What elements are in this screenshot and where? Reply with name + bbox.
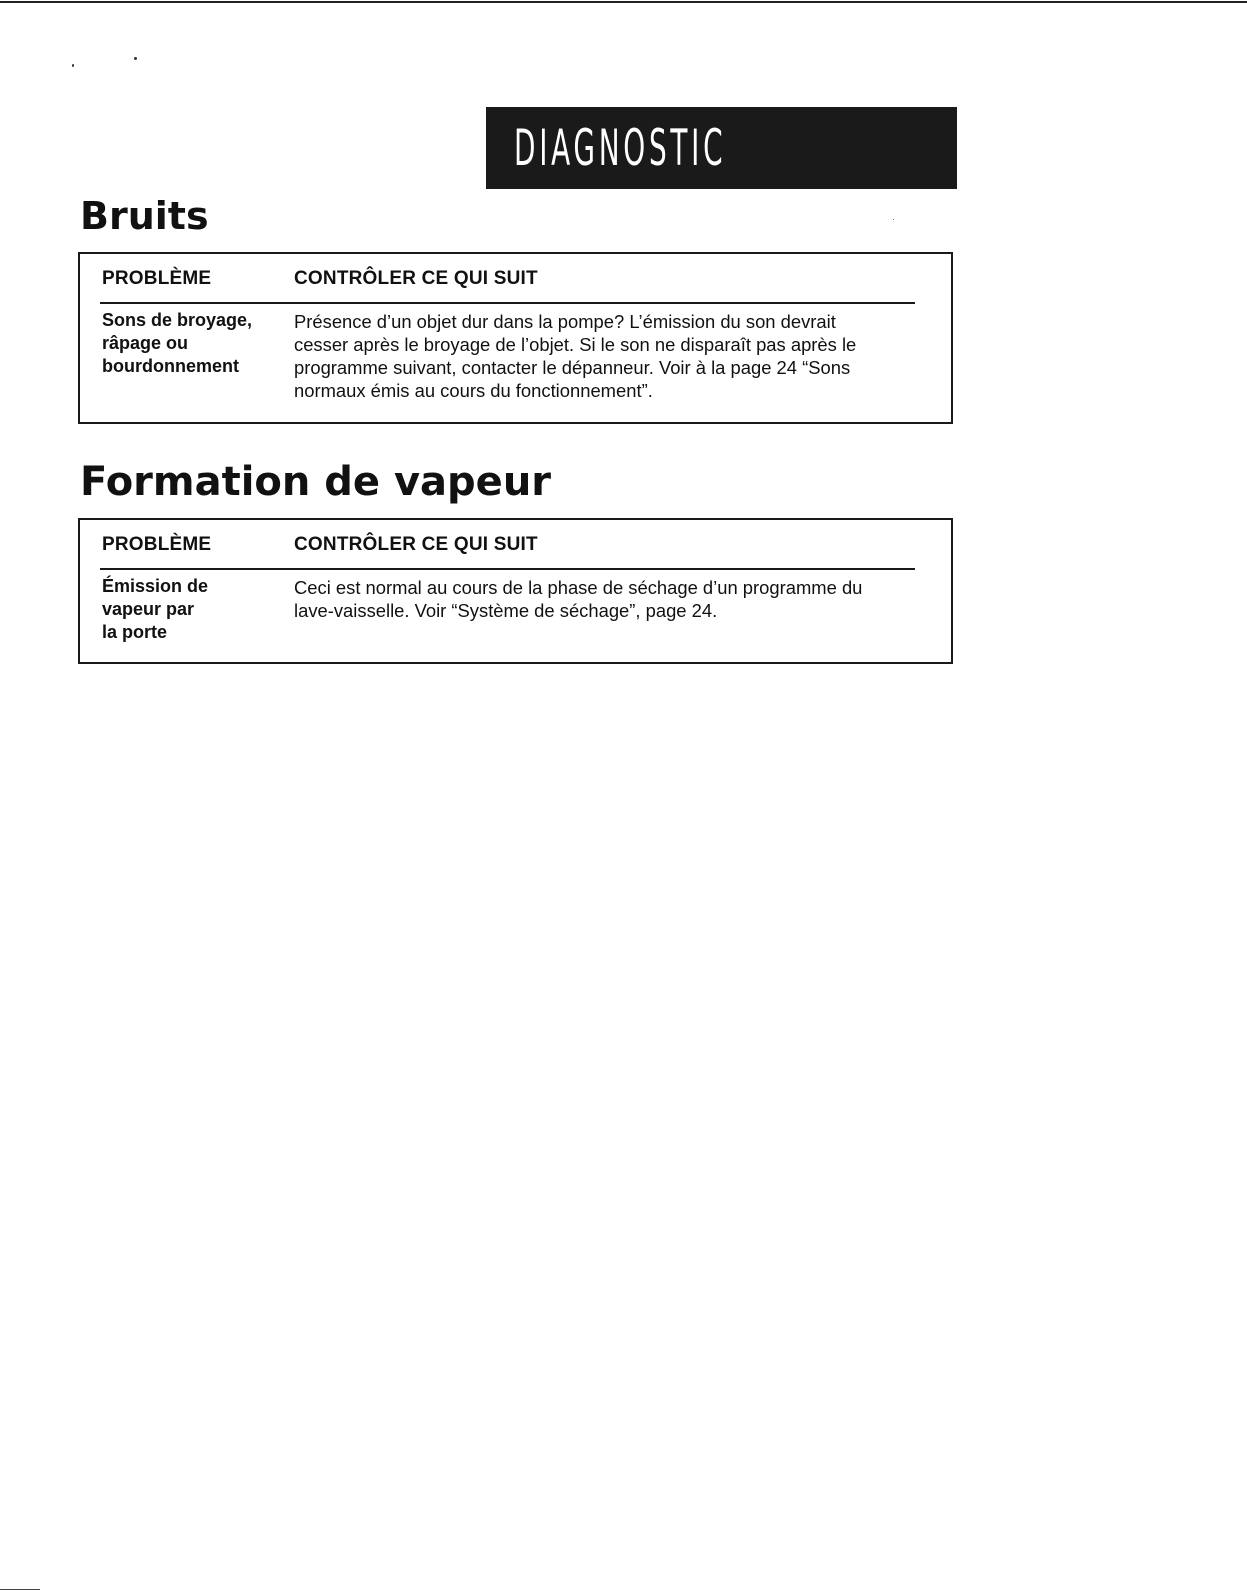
- solution-line: Ceci est normal au cours de la phase de séchage d’un programme du: [294, 577, 863, 598]
- problem-line: la porte: [102, 622, 168, 642]
- solution-line: Présence d’un objet dur dans la pompe? L’émission du son devrait: [294, 311, 836, 332]
- column-header-check: CONTRÔLER CE QUI SUIT: [294, 534, 538, 555]
- solution-line: normaux émis au cours du fonctionnement”.: [294, 380, 653, 401]
- section-banner: [486, 107, 957, 189]
- column-header-problem: PROBLÈME: [102, 268, 212, 289]
- troubleshooting-table-noises: [78, 252, 953, 424]
- scan-speck: [893, 219, 894, 220]
- header-divider: [100, 568, 915, 570]
- section-title-steam: Formation de vapeur: [80, 459, 552, 505]
- scan-speck: [72, 64, 74, 67]
- header-divider: [100, 302, 915, 304]
- solution-cell: [294, 576, 929, 622]
- problem-line: râpage ou: [102, 333, 189, 353]
- problem-line: bourdonnement: [102, 356, 239, 376]
- column-header-problem: PROBLÈME: [102, 534, 212, 555]
- problem-line: vapeur par: [102, 599, 195, 619]
- problem-cell: [102, 575, 282, 644]
- page-top-edge: [0, 1, 1247, 3]
- solution-cell: [294, 310, 929, 402]
- problem-line: Émission de: [102, 576, 209, 596]
- problem-cell: [102, 309, 282, 378]
- solution-line: programme suivant, contacter le dépanneur. Voir à la page 24 “Sons: [294, 357, 851, 378]
- problem-line: Sons de broyage,: [102, 310, 253, 330]
- banner-title: DIAGNOSTIC: [514, 119, 727, 177]
- column-header-check: CONTRÔLER CE QUI SUIT: [294, 268, 538, 289]
- page-bottom-edge: [0, 1589, 40, 1590]
- scan-speck: [134, 57, 137, 60]
- troubleshooting-table-steam: [78, 518, 953, 664]
- section-title-noises: Bruits: [80, 194, 209, 238]
- solution-line: lave-vaisselle. Voir “Système de séchage”, page 24.: [294, 600, 718, 621]
- solution-line: cesser après le broyage de l’objet. Si le son ne disparaît pas après le: [294, 334, 857, 355]
